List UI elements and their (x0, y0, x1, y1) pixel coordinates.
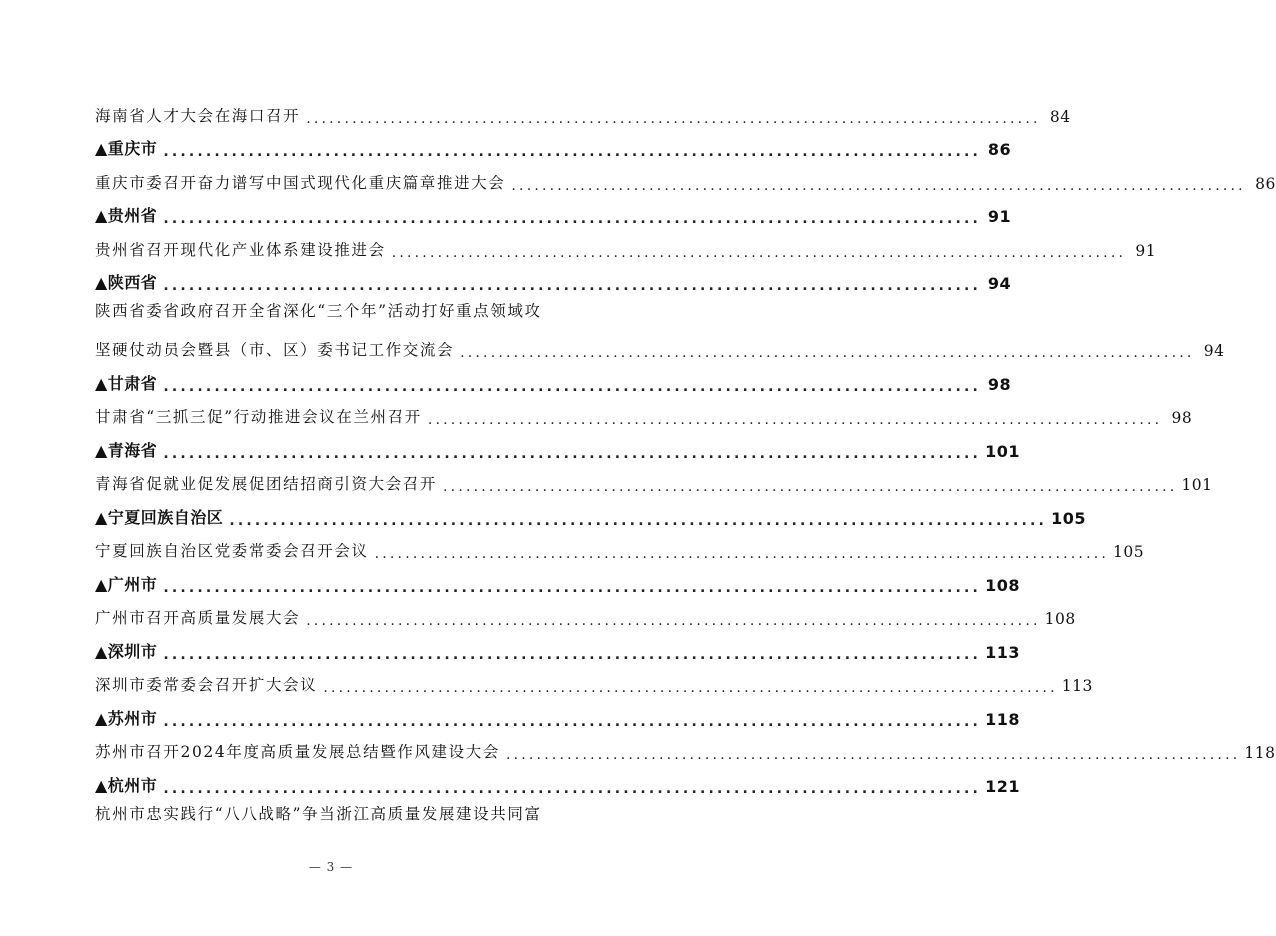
toc-entry-title: 苏州市召开2024年度高质量发展总结暨作风建设大会 (95, 743, 500, 761)
toc-page-number: 94 (1203, 342, 1225, 360)
leader-dots (163, 782, 981, 796)
toc-entry[interactable] (95, 165, 1276, 199)
toc-page-number: 105 (1051, 508, 1086, 528)
leader-dots (163, 648, 981, 662)
toc-entry[interactable] (95, 299, 569, 333)
toc-page-number: 121 (985, 776, 1020, 796)
leader-dots (163, 145, 981, 159)
page-number: — 3 — (308, 860, 354, 874)
toc-section[interactable] (95, 433, 1020, 467)
toc-section[interactable] (95, 199, 1012, 233)
toc-entry[interactable] (95, 601, 1076, 635)
toc-section-title: ▲杭州市 (95, 775, 158, 795)
toc-section-title: ▲陕西省 (95, 273, 158, 292)
leader-dots (229, 514, 1047, 528)
toc-entry-title: 甘肃省“三抓三促”行动推进会议在兰州召开 (95, 408, 422, 426)
toc-section-title: ▲广州市 (95, 574, 158, 594)
toc-entry[interactable] (95, 467, 1213, 501)
toc-section[interactable] (95, 701, 1020, 735)
leader-dots (443, 480, 1177, 494)
leader-dots (306, 614, 1040, 628)
toc-page-number: 113 (1061, 677, 1093, 695)
toc-section-title: ▲深圳市 (95, 641, 158, 661)
leader-dots (428, 413, 1162, 427)
toc-section[interactable] (95, 634, 1020, 668)
toc-entry[interactable] (95, 668, 1093, 702)
leader-dots (163, 581, 981, 595)
toc-page-number: 98 (1171, 409, 1193, 427)
toc-page-number: 118 (985, 709, 1020, 729)
toc-section[interactable] (95, 768, 1020, 802)
toc-entry-title: 宁夏回族自治区党委常委会召开会议 (95, 542, 369, 560)
toc-entry-title: 青海省促就业促发展促团结招商引资大会召开 (95, 475, 438, 493)
toc-page-number: 105 (1113, 543, 1145, 561)
toc-page-number: 108 (985, 575, 1020, 595)
toc-section-title: ▲甘肃省 (95, 373, 158, 393)
toc-page-number: 118 (1244, 744, 1276, 762)
leader-dots (163, 447, 981, 461)
toc-page-number: 101 (1181, 476, 1213, 494)
toc-entry[interactable] (95, 98, 1071, 132)
leader-dots (392, 246, 1126, 260)
leader-dots (375, 547, 1109, 561)
toc-entry[interactable] (95, 400, 1193, 434)
toc-entry-title: 海南省人才大会在海口召开 (95, 106, 301, 125)
toc-section[interactable] (95, 500, 1086, 534)
toc-section[interactable] (95, 266, 1012, 300)
toc-entry[interactable] (95, 333, 1225, 367)
toc-entry-title: 陕西省委省政府召开全省深化“三个年”活动打好重点领域攻 (95, 302, 542, 320)
toc-entry[interactable] (95, 735, 1276, 769)
toc-page-number: 91 (987, 207, 1012, 226)
table-of-contents (95, 98, 1276, 835)
toc-entry-title: 深圳市委常委会召开扩大会议 (95, 676, 318, 694)
toc-entry-title: 贵州省召开现代化产业体系建设推进会 (95, 240, 386, 259)
toc-section-title: ▲重庆市 (95, 139, 158, 158)
leader-dots (323, 681, 1057, 695)
leader-dots (506, 748, 1240, 762)
toc-page-number: 91 (1135, 241, 1157, 260)
toc-page-number: 101 (985, 441, 1020, 461)
toc-page-number: 84 (1049, 107, 1071, 126)
toc-page-number: 108 (1044, 610, 1076, 628)
toc-section-title: ▲贵州省 (95, 206, 158, 225)
leader-dots (163, 279, 981, 293)
toc-entry-title: 重庆市委召开奋力谱写中国式现代化重庆篇章推进大会 (95, 173, 506, 192)
toc-entry[interactable] (95, 232, 1157, 266)
toc-section-title: ▲宁夏回族自治区 (95, 507, 224, 527)
toc-page-number: 86 (1255, 174, 1276, 193)
leader-dots (306, 112, 1040, 126)
toc-page-number: 113 (985, 642, 1020, 662)
toc-page-number: 94 (987, 274, 1012, 293)
toc-entry-title: 坚硬仗动员会暨县（市、区）委书记工作交流会 (95, 341, 455, 359)
leader-dots (460, 346, 1194, 360)
toc-entry[interactable] (95, 802, 569, 836)
toc-section-title: ▲苏州市 (95, 708, 158, 728)
toc-page-number: 98 (987, 374, 1012, 394)
toc-page-number: 86 (987, 140, 1012, 159)
toc-section[interactable] (95, 567, 1020, 601)
toc-entry[interactable] (95, 534, 1145, 568)
toc-section[interactable] (95, 132, 1012, 166)
toc-entry-title: 广州市召开高质量发展大会 (95, 609, 301, 627)
toc-section-title: ▲青海省 (95, 440, 158, 460)
leader-dots (511, 179, 1245, 193)
leader-dots (163, 715, 981, 729)
toc-entry-title: 杭州市忠实践行“八八战略”争当浙江高质量发展建设共同富 (95, 804, 542, 823)
toc-section[interactable] (95, 366, 1012, 400)
leader-dots (163, 380, 981, 394)
leader-dots (163, 212, 981, 226)
